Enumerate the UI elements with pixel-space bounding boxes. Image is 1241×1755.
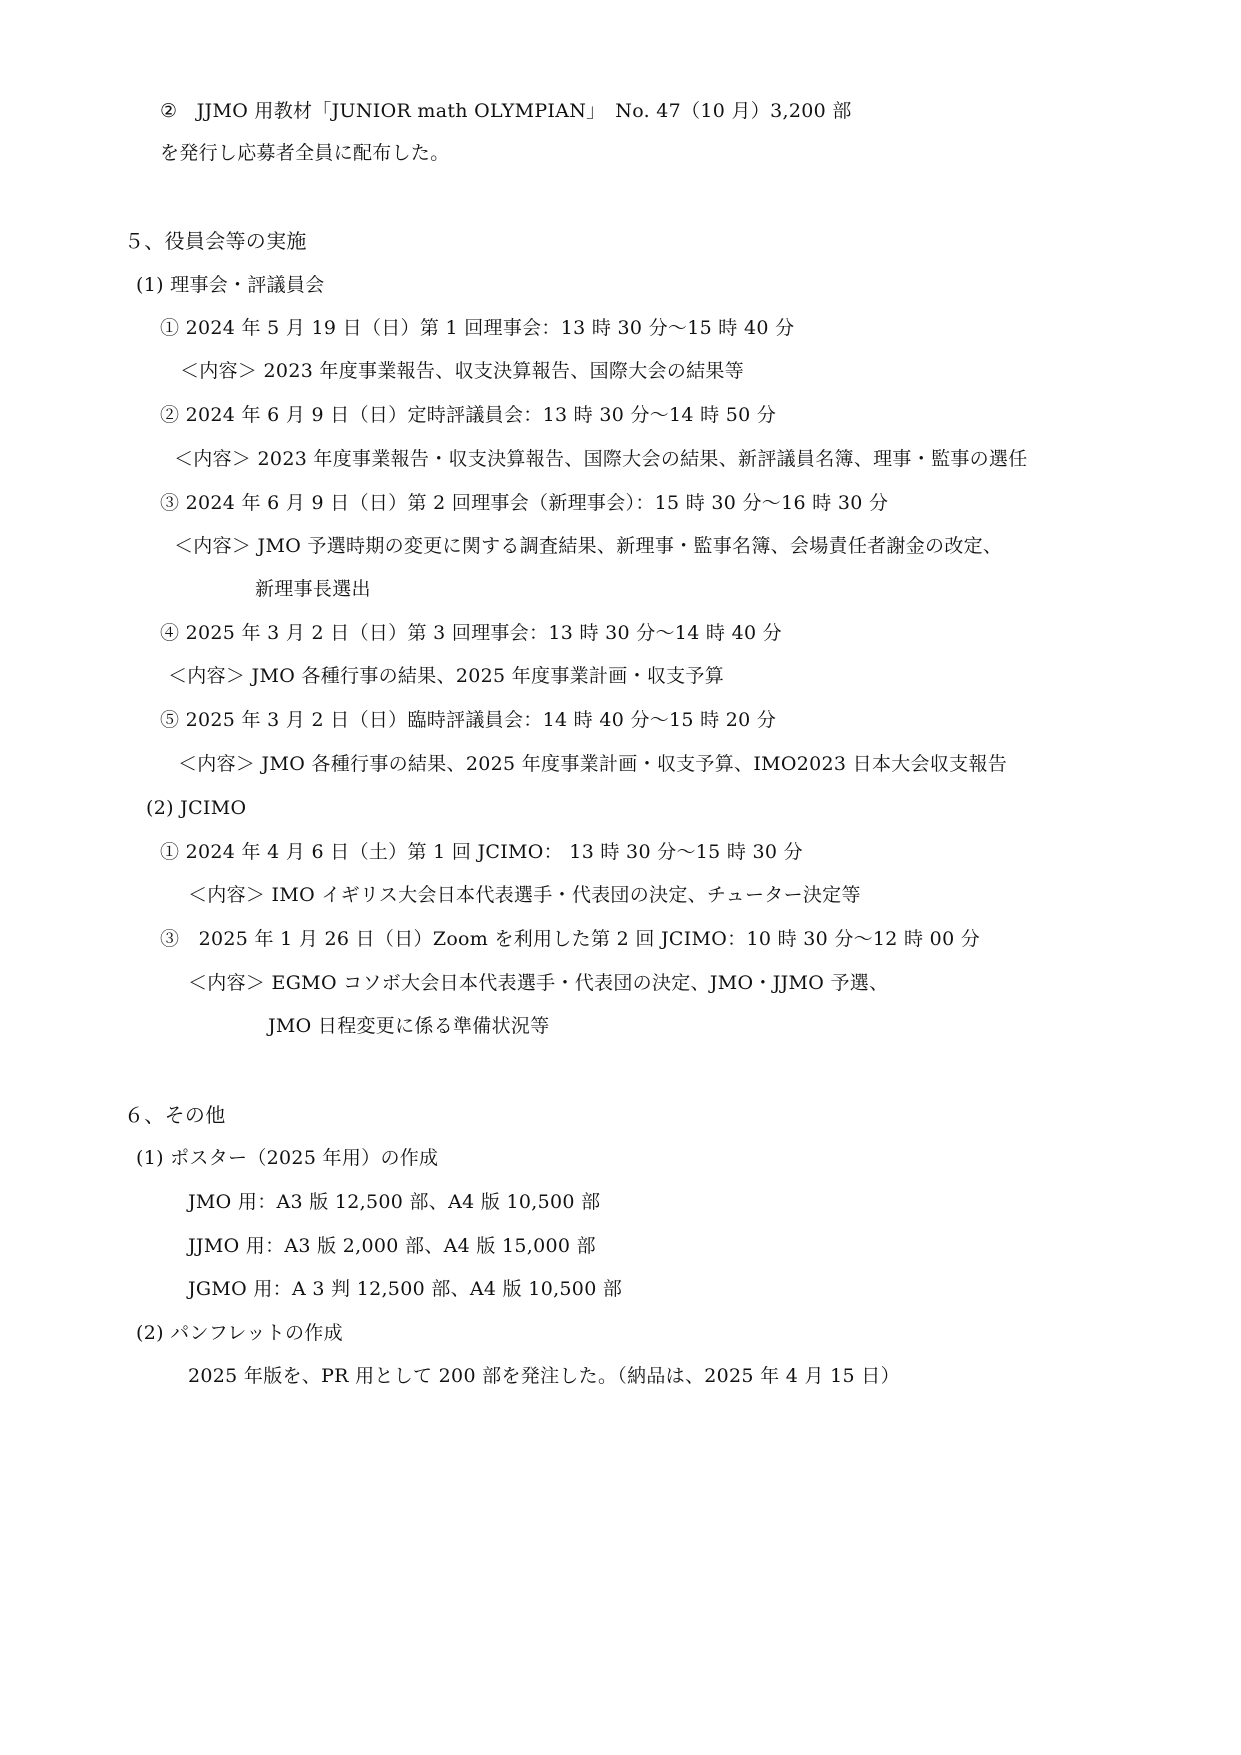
meeting-item-4: ④ 2025 年 3 月 2 日（日）第 3 回理事会：13 時 30 分～14 時 40 分 bbox=[160, 622, 782, 644]
meeting-item-3: ③ 2024 年 6 月 9 日（日）第 2 回理事会（新理事会）：15 時 30 分～16 時 30 分 bbox=[160, 492, 889, 514]
meeting-item-1-content: ＜内容＞ 2023 年度事業報告、収支決算報告、国際大会の結果等 bbox=[180, 360, 745, 382]
subsection-2-heading: (2) JCIMO bbox=[146, 797, 247, 819]
pamphlet-heading: (2) パンフレットの作成 bbox=[136, 1322, 343, 1344]
meeting-item-5-content: ＜内容＞ JMO 各種行事の結果、2025 年度事業計画・収支予算、IMO2023 日本大会収支報告 bbox=[178, 753, 1008, 775]
meeting-item-3-content-cont: 新理事長選出 bbox=[255, 578, 371, 600]
section-6-heading: ６、その他 bbox=[124, 1103, 226, 1127]
meeting-item-1: ① 2024 年 5 月 19 日（日）第 1 回理事会：13 時 30 分～15 時 40 分 bbox=[160, 317, 795, 339]
jcimo-item-2-content: ＜内容＞ EGMO コソボ大会日本代表選手・代表団の決定、JMO・JJMO 予選、 bbox=[188, 972, 889, 994]
subsection-1-heading: (1) 理事会・評議員会 bbox=[136, 274, 325, 296]
section-5-heading: ５、役員会等の実施 bbox=[124, 229, 307, 253]
meeting-item-4-content: ＜内容＞ JMO 各種行事の結果、2025 年度事業計画・収支予算 bbox=[168, 665, 725, 687]
poster-jjmo: JJMO 用：A3 版 2,000 部、A4 版 15,000 部 bbox=[188, 1235, 596, 1257]
item-jjmo-material-cont: を発行し応募者全員に配布した。 bbox=[160, 142, 450, 164]
meeting-item-5: ⑤ 2025 年 3 月 2 日（日）臨時評議員会：14 時 40 分～15 時 20 分 bbox=[160, 709, 777, 731]
pamphlet-detail: 2025 年版を、PR 用として 200 部を発注した。（納品は、2025 年 4 月 15 日） bbox=[188, 1365, 900, 1387]
item-jjmo-material: ② JJMO 用教材「JUNIOR math OLYMPIAN」 No. 47（10 月）3,200 部 bbox=[160, 100, 852, 122]
jcimo-item-1-content: ＜内容＞ IMO イギリス大会日本代表選手・代表団の決定、チューター決定等 bbox=[188, 884, 861, 906]
jcimo-item-2-content-cont: JMO 日程変更に係る準備状況等 bbox=[268, 1015, 550, 1037]
jcimo-item-2: ③ 2025 年 1 月 26 日（日）Zoom を利用した第 2 回 JCIMO：10 時 30 分～12 時 00 分 bbox=[160, 928, 981, 950]
meeting-item-2: ② 2024 年 6 月 9 日（日）定時評議員会：13 時 30 分～14 時 50 分 bbox=[160, 404, 777, 426]
meeting-item-3-content: ＜内容＞ JMO 予選時期の変更に関する調査結果、新理事・監事名簿、会場責任者謝金の改定、 bbox=[174, 535, 1003, 557]
poster-jmo: JMO 用：A3 版 12,500 部、A4 版 10,500 部 bbox=[188, 1191, 601, 1213]
jcimo-item-1: ① 2024 年 4 月 6 日（土）第 1 回 JCIMO： 13 時 30 分～15 時 30 分 bbox=[160, 841, 803, 863]
meeting-item-2-content: ＜内容＞ 2023 年度事業報告・収支決算報告、国際大会の結果、新評議員名簿、理事・監事の選任 bbox=[174, 448, 1028, 470]
poster-jgmo: JGMO 用：A 3 判 12,500 部、A4 版 10,500 部 bbox=[188, 1278, 623, 1300]
poster-heading: (1) ポスター（2025 年用）の作成 bbox=[136, 1147, 439, 1169]
